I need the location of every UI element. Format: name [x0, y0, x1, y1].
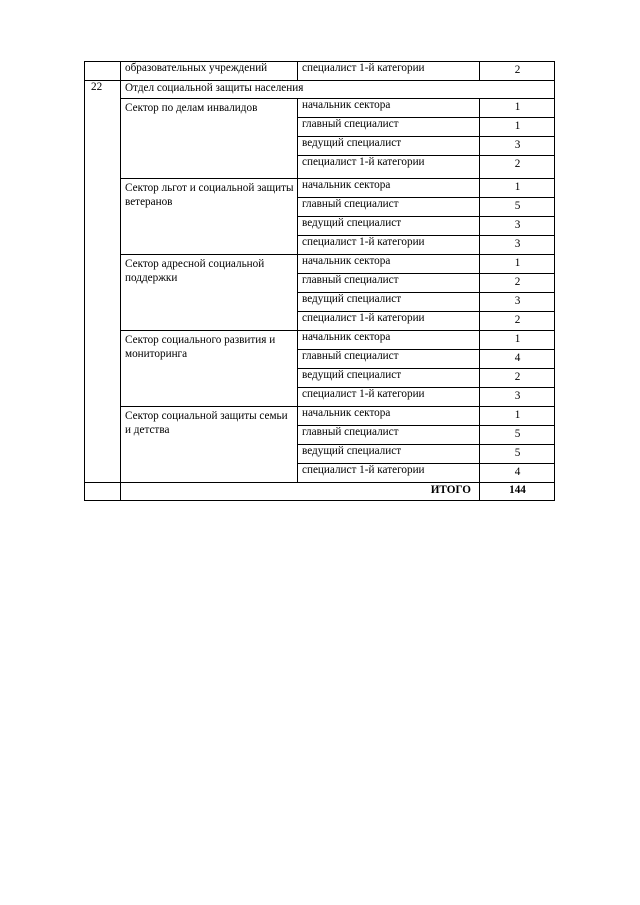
- position-cell: ведущий специалист: [298, 369, 480, 388]
- position-cell: начальник сектора: [298, 407, 480, 426]
- count-cell: 2: [480, 62, 555, 81]
- table-row-total: [85, 483, 555, 501]
- count-cell: 5: [480, 198, 555, 217]
- count-cell: 1: [480, 99, 555, 118]
- position-cell: главный специалист: [298, 350, 480, 369]
- sector-name-cell: Сектор социальной защиты семьи и детства: [121, 407, 298, 483]
- row-number-cell: [85, 62, 121, 81]
- count-cell: 2: [480, 156, 555, 179]
- position-cell: ведущий специалист: [298, 217, 480, 236]
- position-cell: специалист 1-й категории: [298, 62, 480, 81]
- table-row-continuation: [85, 62, 555, 81]
- sector-name-cell: Сектор по делам инвалидов: [121, 99, 298, 179]
- position-cell: ведущий специалист: [298, 137, 480, 156]
- total-label: ИТОГО: [121, 483, 480, 501]
- position-cell: главный специалист: [298, 274, 480, 293]
- department-title-cell: Отдел социальной защиты населения: [121, 81, 555, 99]
- count-cell: 2: [480, 369, 555, 388]
- table-row: [85, 255, 555, 274]
- position-cell: специалист 1-й категории: [298, 236, 480, 255]
- position-cell: специалист 1-й категории: [298, 156, 480, 179]
- sector-name-cell: Сектор льгот и социальной защиты ветеранов: [121, 179, 298, 255]
- count-cell: 1: [480, 118, 555, 137]
- position-cell: главный специалист: [298, 198, 480, 217]
- position-cell: начальник сектора: [298, 179, 480, 198]
- count-cell: 1: [480, 407, 555, 426]
- count-cell: 1: [480, 255, 555, 274]
- table-row: [85, 99, 555, 118]
- department-name-cell: образовательных учреждений: [121, 62, 298, 81]
- count-cell: 3: [480, 388, 555, 407]
- count-cell: 1: [480, 179, 555, 198]
- count-cell: 2: [480, 312, 555, 331]
- position-cell: ведущий специалист: [298, 293, 480, 312]
- count-cell: 4: [480, 464, 555, 483]
- count-cell: 3: [480, 293, 555, 312]
- count-cell: 3: [480, 236, 555, 255]
- staffing-table-body: [85, 62, 555, 501]
- count-cell: 3: [480, 137, 555, 156]
- count-cell: 4: [480, 350, 555, 369]
- sector-name-cell: Сектор адресной социальной поддержки: [121, 255, 298, 331]
- position-cell: главный специалист: [298, 118, 480, 137]
- position-cell: начальник сектора: [298, 331, 480, 350]
- department-number-cell: 22: [85, 81, 121, 483]
- position-cell: ведущий специалист: [298, 445, 480, 464]
- table-row-department: [85, 81, 555, 99]
- count-cell: 5: [480, 445, 555, 464]
- table-row: [85, 407, 555, 426]
- position-cell: начальник сектора: [298, 99, 480, 118]
- sector-name-cell: Сектор социального развития и мониторинга: [121, 331, 298, 407]
- position-cell: специалист 1-й категории: [298, 388, 480, 407]
- total-value: 144: [480, 483, 555, 501]
- position-cell: главный специалист: [298, 426, 480, 445]
- count-cell: 3: [480, 217, 555, 236]
- count-cell: 2: [480, 274, 555, 293]
- table-row: [85, 179, 555, 198]
- empty-cell: [85, 483, 121, 501]
- table-row: [85, 331, 555, 350]
- position-cell: специалист 1-й категории: [298, 312, 480, 331]
- count-cell: 5: [480, 426, 555, 445]
- position-cell: специалист 1-й категории: [298, 464, 480, 483]
- count-cell: 1: [480, 331, 555, 350]
- staffing-table: [84, 61, 555, 501]
- position-cell: начальник сектора: [298, 255, 480, 274]
